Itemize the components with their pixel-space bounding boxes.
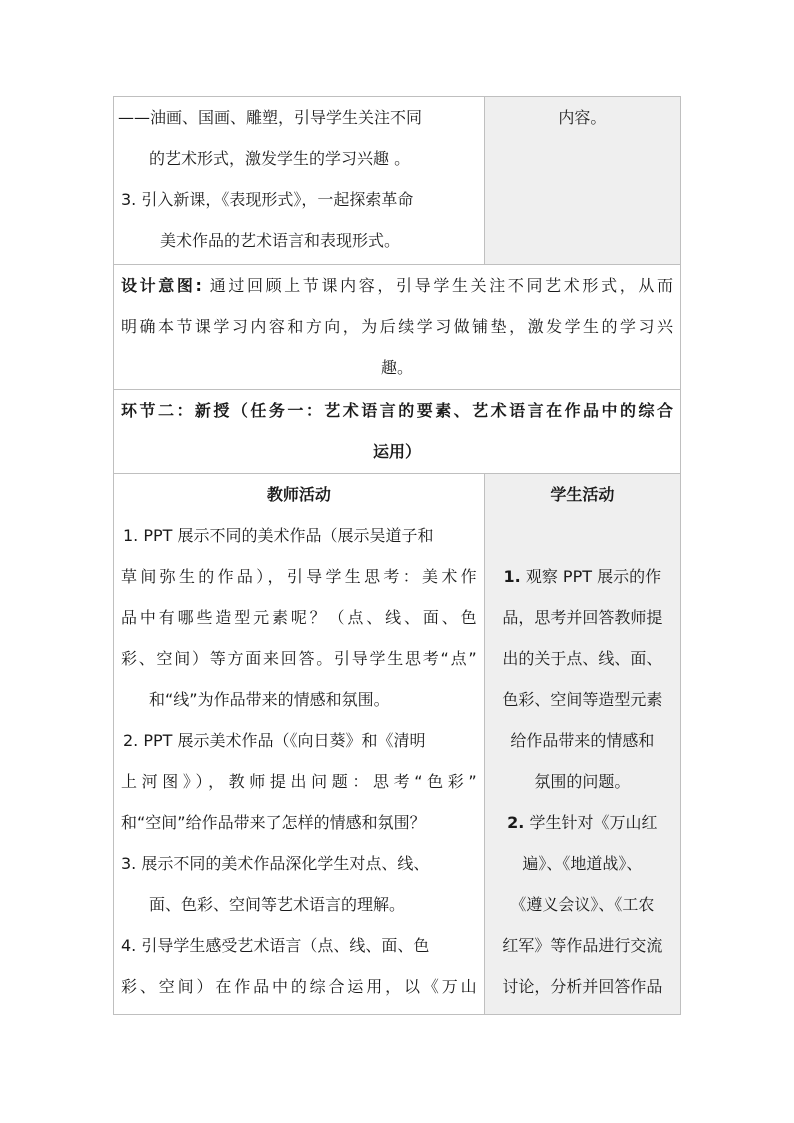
teacher-line-7: 上河图》），教师提出问题：思考“色彩” (121, 772, 477, 791)
lesson-plan-page (113, 96, 681, 1015)
teacher-line-1: 1. PPT 展示不同的美术作品（展示吴道子和 (123, 526, 434, 545)
design-intent-line-1: 设计意图: 通过回顾上节课内容，引导学生关注不同艺术形式，从而 (121, 276, 673, 295)
intro-line-2: 的艺术形式，激发学生的学习兴趣 。 (149, 149, 411, 168)
student-item1-line-3: 出的关于点、线、面、 (502, 649, 663, 668)
intro-teacher-cell (114, 97, 485, 265)
intro-student-line-1: 内容。 (558, 108, 607, 127)
teacher-line-6: 2. PPT 展示美术作品（《向日葵》和《清明 (123, 731, 426, 750)
student-item2-line-1: 2. 学生针对《万山红 (507, 813, 658, 832)
student-item2-line-2: 遍》、《地道战》、 (522, 854, 643, 873)
student-item1-line-4: 色彩、空间等造型元素 (502, 690, 663, 709)
student-item1-line-5: 给作品带来的情感和 (510, 731, 655, 750)
student-item1-line-1: 1. 观察 PPT 展示的作 (503, 567, 662, 586)
section-heading-cell (114, 390, 681, 474)
design-intent-line-3: 趣。 (380, 358, 413, 377)
student-item2-line-5: 讨论，分析并回答作品 (502, 977, 663, 996)
teacher-line-4: 彩、空间）等方面来回答。引导学生思考“点” (121, 649, 477, 668)
teacher-line-11: 4. 引导学生感受艺术语言（点、线、面、色 (121, 936, 430, 955)
teacher-activity-cell (114, 474, 485, 1015)
student-item1-line-2: 品，思考并回答教师提 (502, 608, 663, 627)
teacher-line-3: 品中有哪些造型元素呢？（点、线、面、色 (121, 608, 477, 627)
lesson-plan-table (113, 96, 681, 1015)
student-item1-line-6: 氛围的问题。 (534, 772, 631, 791)
intro-line-1: ——油画、国画、雕塑，引导学生关注不同 (118, 108, 423, 127)
student-spacer (485, 515, 680, 556)
intro-line-3: 3. 引入新课，《表现形式》，一起探索革命 (121, 190, 414, 209)
student-activity-header: 学生活动 (550, 485, 615, 504)
section-heading-row (114, 390, 681, 474)
activities-row (114, 474, 681, 1015)
design-intent-line-2: 明确本节课学习内容和方向，为后续学习做铺垫，激发学生的学习兴 (121, 317, 673, 336)
student-item2-line-4: 红军》等作品进行交流 (502, 936, 663, 955)
intro-student-cell (484, 97, 680, 265)
teacher-line-12: 彩、空间）在作品中的综合运用，以《万山 (121, 977, 477, 996)
design-intent-row (114, 265, 681, 390)
intro-row (114, 97, 681, 265)
intro-line-4: 美术作品的艺术语言和表现形式。 (160, 231, 401, 250)
teacher-line-8: 和“空间”给作品带来了怎样的情感和氛围？ (121, 813, 426, 832)
section-heading-line-1: 环节二：新授（任务一：艺术语言的要素、艺术语言在作品中的综合 (121, 401, 673, 420)
teacher-line-2: 草间弥生的作品），引导学生思考：美术作 (121, 567, 477, 586)
student-item2-line-3: 《遵义会议》、《工农 (510, 895, 655, 914)
teacher-activity-header: 教师活动 (266, 485, 331, 504)
student-activity-cell (484, 474, 680, 1015)
teacher-line-9: 3. 展示不同的美术作品深化学生对点、线、 (121, 854, 430, 873)
design-intent-label: 设计意图: (121, 276, 202, 295)
teacher-line-10: 面、色彩、空间等艺术语言的理解。 (149, 895, 406, 914)
section-heading-line-2: 运用） (372, 442, 421, 461)
teacher-line-5: 和“线”为作品带来的情感和氛围。 (149, 690, 390, 709)
design-intent-cell (114, 265, 681, 390)
